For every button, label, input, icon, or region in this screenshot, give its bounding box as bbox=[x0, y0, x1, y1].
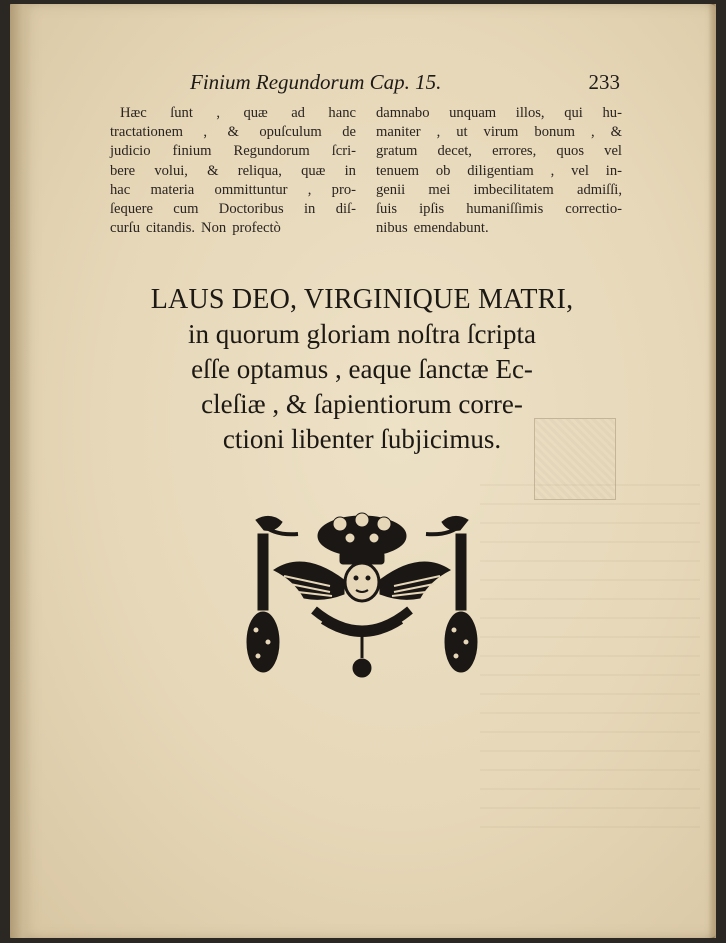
text-line bbox=[376, 123, 622, 142]
word: diſ- bbox=[335, 201, 356, 218]
text-line bbox=[376, 142, 622, 161]
word: ipſis bbox=[419, 201, 445, 218]
word: mei bbox=[428, 181, 451, 198]
text-line bbox=[110, 123, 356, 142]
two-column-text bbox=[110, 104, 622, 238]
word: & bbox=[227, 124, 239, 141]
word: ſcri- bbox=[331, 143, 356, 160]
word: ſuis bbox=[376, 201, 398, 218]
show-through-text bbox=[480, 484, 700, 844]
word: unquam bbox=[449, 105, 497, 121]
word: Doctoribus bbox=[218, 201, 284, 218]
word: , bbox=[590, 124, 595, 141]
faint-library-stamp bbox=[534, 418, 616, 500]
word: ſunt bbox=[170, 105, 193, 121]
word: opuſculum bbox=[259, 124, 322, 141]
word: decet, bbox=[437, 143, 472, 160]
word: quos bbox=[556, 143, 584, 160]
word: reliqua, bbox=[237, 162, 282, 179]
word: bere bbox=[110, 162, 136, 179]
word: materia bbox=[150, 181, 195, 198]
word: in- bbox=[605, 162, 622, 179]
text-line bbox=[376, 181, 622, 200]
text-line bbox=[110, 104, 356, 123]
word: & bbox=[207, 162, 219, 179]
word: judicio bbox=[110, 143, 151, 160]
word: ſequere bbox=[110, 201, 153, 218]
word: Non bbox=[201, 220, 227, 237]
word: ad bbox=[291, 105, 305, 121]
word: admiſſi, bbox=[576, 181, 622, 198]
word: illos, bbox=[515, 105, 545, 121]
word: bonum bbox=[534, 124, 575, 141]
word: vel bbox=[604, 143, 622, 160]
word: tenuem bbox=[376, 162, 419, 179]
gutter-shadow bbox=[10, 4, 32, 938]
word: qui bbox=[564, 105, 583, 121]
text-line bbox=[376, 104, 622, 123]
word: , bbox=[203, 124, 208, 141]
word: hanc bbox=[328, 105, 356, 121]
word: , bbox=[216, 105, 220, 121]
page-number: 233 bbox=[588, 70, 620, 94]
word: virum bbox=[483, 124, 519, 141]
woodcut-tailpiece-icon bbox=[244, 510, 480, 682]
left-column bbox=[110, 104, 356, 238]
word: hac bbox=[110, 181, 131, 198]
word: emendabunt. bbox=[413, 220, 489, 237]
right-column bbox=[376, 104, 622, 238]
word: , bbox=[550, 162, 555, 179]
running-title: Finium Regundorum Cap. 15. bbox=[190, 70, 442, 94]
text-line bbox=[110, 200, 356, 219]
word: citandis. bbox=[146, 220, 196, 237]
word: in bbox=[344, 162, 356, 179]
dedication-line: LAUS DEO, VIRGINIQUE MATRI, bbox=[150, 284, 574, 315]
word: ob bbox=[435, 162, 451, 179]
text-line bbox=[376, 219, 622, 238]
text-line bbox=[110, 142, 356, 161]
word: correctio- bbox=[565, 201, 622, 218]
word: quæ bbox=[243, 105, 268, 121]
word: , bbox=[307, 181, 312, 198]
word: in bbox=[303, 201, 316, 218]
word: tractationem bbox=[110, 124, 183, 141]
word: humaniſſimis bbox=[466, 201, 544, 218]
dedication-line: cleſiæ , & ſapientiorum corre- bbox=[201, 389, 523, 419]
word: , bbox=[436, 124, 441, 141]
dedication-line: eſſe optamus , eaque ſanctæ Ec- bbox=[191, 354, 533, 384]
word: diligentiam bbox=[467, 162, 534, 179]
word: ommittuntur bbox=[214, 181, 288, 198]
word: nibus bbox=[376, 220, 408, 237]
word: pro- bbox=[331, 181, 356, 198]
word: de bbox=[342, 124, 356, 141]
running-header bbox=[190, 70, 620, 100]
text-line bbox=[376, 200, 622, 219]
word: Regundorum bbox=[233, 143, 310, 160]
dedication-line: in quorum gloriam noſtra ſcripta bbox=[188, 319, 536, 349]
word: profectò bbox=[232, 220, 281, 237]
text-line bbox=[376, 162, 622, 181]
word: genii bbox=[376, 181, 406, 198]
text-line bbox=[110, 162, 356, 181]
word: vel bbox=[571, 162, 589, 179]
word: & bbox=[610, 124, 622, 141]
page-edge bbox=[708, 4, 716, 938]
word: ut bbox=[456, 124, 468, 141]
word: gratum bbox=[376, 143, 418, 160]
text-line bbox=[110, 219, 356, 238]
word: finium bbox=[172, 143, 212, 160]
text-line bbox=[110, 181, 356, 200]
word: imbecilitatem bbox=[473, 181, 554, 198]
word: hu- bbox=[602, 105, 622, 121]
word: errores, bbox=[492, 143, 537, 160]
word: maniter bbox=[376, 124, 421, 141]
dedication-line: ctioni libenter ſubjicimus. bbox=[222, 424, 502, 454]
word: Hæc bbox=[120, 105, 147, 121]
word: quæ bbox=[301, 162, 326, 179]
word: volui, bbox=[154, 162, 188, 179]
word: damnabo bbox=[376, 105, 430, 121]
word: cum bbox=[173, 201, 199, 218]
word: curſu bbox=[110, 220, 140, 237]
